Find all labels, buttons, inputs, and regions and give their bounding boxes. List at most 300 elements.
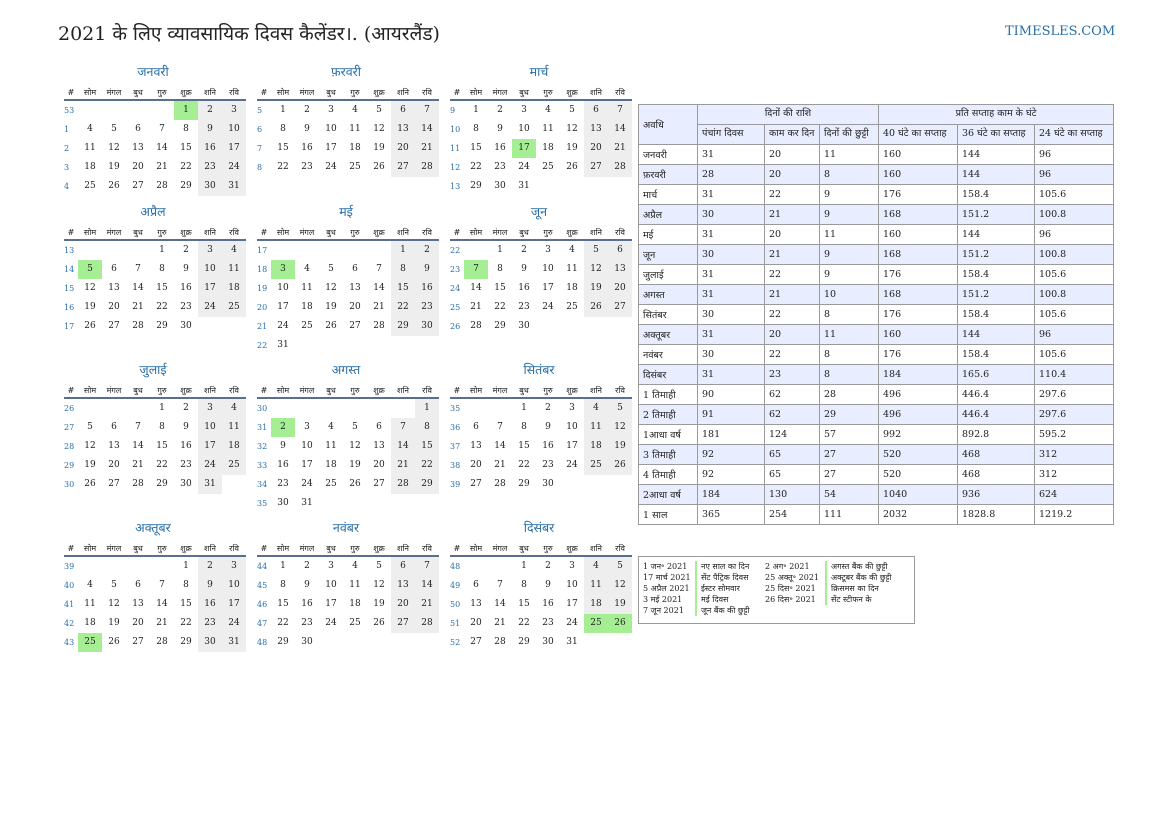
day-cell: 24	[518, 162, 530, 172]
day-cell: 20	[108, 460, 120, 470]
empty-cell	[608, 633, 632, 652]
week-number: 19	[257, 284, 268, 293]
weekday-header: #	[257, 542, 271, 557]
day-cell: 13	[108, 283, 120, 293]
value-cell: 110.4	[1035, 365, 1114, 385]
week-number: 11	[450, 144, 461, 153]
day-cell: 1	[159, 245, 165, 255]
value-cell: 130	[765, 485, 820, 505]
empty-cell	[488, 399, 512, 418]
day-cell: 23	[198, 158, 222, 177]
subheader-days-off: दिनों की छुट्टी	[820, 125, 879, 145]
day-cell: 26	[84, 479, 96, 489]
day-cell: 9	[545, 580, 551, 590]
day-cell: 11	[84, 599, 96, 609]
day-cell: 10	[566, 422, 578, 432]
day-cell: 29	[277, 637, 289, 647]
day-cell: 18	[566, 283, 578, 293]
weekday-header: रवि	[415, 226, 439, 241]
value-cell: 54	[820, 485, 879, 505]
day-cell: 20	[132, 618, 144, 628]
value-cell: 105.6	[1035, 185, 1114, 205]
value-cell: 168	[879, 285, 958, 305]
day-cell: 18	[584, 595, 608, 614]
day-cell: 30	[542, 637, 554, 647]
day-cell: 22	[470, 162, 482, 172]
weekday-header: गुरु	[150, 384, 174, 399]
day-cell: 8	[183, 124, 189, 134]
empty-cell	[488, 557, 512, 576]
day-cell: 2	[271, 418, 295, 437]
day-cell: 10	[198, 260, 222, 279]
day-cell: 25	[584, 456, 608, 475]
weekday-header: रवि	[222, 86, 246, 101]
holiday-legend	[638, 556, 915, 624]
weekday-header: गुरु	[536, 226, 560, 241]
day-cell: 20	[373, 460, 385, 470]
day-cell: 3	[198, 241, 222, 260]
week-number: 46	[257, 600, 268, 609]
day-cell: 3	[328, 105, 334, 115]
week-number: 31	[257, 423, 268, 432]
value-cell: 30	[698, 205, 765, 225]
value-cell: 65	[765, 445, 820, 465]
month-calendar	[255, 64, 437, 177]
value-cell: 8	[820, 305, 879, 325]
day-cell: 24	[222, 614, 246, 633]
month-name: जनवरी	[137, 64, 169, 79]
day-cell: 11	[349, 124, 361, 134]
day-cell: 6	[473, 580, 479, 590]
empty-cell	[464, 241, 488, 260]
month-grid	[64, 384, 244, 494]
weekday-header: रवि	[415, 384, 439, 399]
brand-link[interactable]: TIMESLES.COM	[1005, 24, 1116, 39]
month-calendar	[255, 204, 437, 355]
value-cell: 21	[765, 245, 820, 265]
day-cell: 23	[415, 298, 439, 317]
day-cell: 9	[304, 124, 310, 134]
day-cell: 21	[470, 302, 482, 312]
weekday-header: #	[450, 384, 464, 399]
value-cell: 96	[1035, 165, 1114, 185]
week-number: 50	[450, 600, 461, 609]
value-cell: 27	[820, 445, 879, 465]
weekday-header: शुक्र	[174, 86, 198, 101]
day-cell: 24	[277, 321, 289, 331]
day-cell: 7	[391, 418, 415, 437]
day-cell: 5	[111, 580, 117, 590]
week-number: 26	[450, 322, 461, 331]
weekday-header: बुध	[126, 226, 150, 241]
table-row	[639, 205, 1114, 225]
day-cell: 1	[391, 241, 415, 260]
value-cell: 624	[1035, 485, 1114, 505]
day-cell: 11	[584, 576, 608, 595]
table-row	[639, 245, 1114, 265]
day-cell: 14	[156, 599, 168, 609]
holiday-name: ईस्टर सोमवार	[695, 583, 750, 594]
value-cell: 181	[698, 425, 765, 445]
day-cell: 23	[198, 614, 222, 633]
value-cell: 158.4	[958, 185, 1035, 205]
day-cell: 17	[566, 599, 578, 609]
empty-cell	[367, 336, 391, 355]
week-number: 25	[450, 303, 461, 312]
value-cell: 23	[765, 365, 820, 385]
day-cell: 24	[542, 302, 554, 312]
day-cell: 30	[180, 321, 192, 331]
day-cell: 25	[78, 633, 102, 652]
value-cell: 144	[958, 165, 1035, 185]
day-cell: 13	[132, 599, 144, 609]
weekday-header: मंगल	[295, 542, 319, 557]
value-cell: 10	[820, 285, 879, 305]
week-number: 17	[64, 322, 75, 331]
day-cell: 9	[545, 422, 551, 432]
legend-date-column	[643, 561, 691, 616]
weekday-header: शुक्र	[560, 384, 584, 399]
day-cell: 26	[373, 618, 385, 628]
value-cell: 158.4	[958, 265, 1035, 285]
weekday-header: सोम	[78, 542, 102, 557]
day-cell: 27	[373, 479, 385, 489]
day-cell: 12	[373, 580, 385, 590]
day-cell: 15	[494, 283, 506, 293]
empty-cell	[319, 241, 343, 260]
day-cell: 27	[608, 298, 632, 317]
week-number: 47	[257, 619, 268, 628]
weekday-header: बुध	[512, 226, 536, 241]
week-number: 49	[450, 581, 461, 590]
day-cell: 29	[180, 181, 192, 191]
day-cell: 23	[301, 162, 313, 172]
empty-cell	[295, 336, 319, 355]
week-number: 20	[257, 303, 268, 312]
subheader-36h-week: 36 घंटे का सप्ताह	[958, 125, 1035, 145]
day-cell: 29	[470, 181, 482, 191]
weekday-header: रवि	[222, 542, 246, 557]
value-cell: 8	[820, 165, 879, 185]
day-cell: 12	[566, 124, 578, 134]
day-cell: 8	[159, 422, 165, 432]
legend-name-column	[695, 561, 750, 616]
day-cell: 28	[132, 479, 144, 489]
day-cell: 9	[280, 441, 286, 451]
day-cell: 15	[391, 279, 415, 298]
day-cell: 22	[391, 298, 415, 317]
day-cell: 29	[415, 475, 439, 494]
week-number: 39	[64, 562, 75, 571]
hours-group-header: प्रति सप्ताह काम के घंटे	[879, 105, 1114, 125]
value-cell: 9	[820, 265, 879, 285]
day-cell: 11	[325, 441, 337, 451]
period-cell: फ़रवरी	[639, 165, 698, 185]
day-cell: 28	[494, 637, 506, 647]
weekday-header: बुध	[319, 226, 343, 241]
day-cell: 18	[349, 143, 361, 153]
day-cell: 22	[494, 302, 506, 312]
value-cell: 144	[958, 225, 1035, 245]
day-cell: 25	[542, 162, 554, 172]
subheader-24h-week: 24 घंटे का सप्ताह	[1035, 125, 1114, 145]
value-cell: 8	[820, 345, 879, 365]
day-cell: 6	[111, 422, 117, 432]
weekday-header: शुक्र	[560, 226, 584, 241]
day-cell: 17	[222, 139, 246, 158]
day-cell: 31	[198, 475, 222, 494]
day-cell: 8	[391, 260, 415, 279]
day-cell: 5	[78, 260, 102, 279]
week-number: 43	[64, 638, 75, 647]
day-cell: 10	[542, 264, 554, 274]
weekday-header: सोम	[78, 226, 102, 241]
empty-cell	[391, 633, 415, 652]
day-cell: 18	[222, 279, 246, 298]
day-cell: 8	[159, 264, 165, 274]
value-cell: 184	[698, 485, 765, 505]
value-cell: 22	[765, 185, 820, 205]
table-row	[639, 505, 1114, 525]
week-number: 14	[64, 265, 75, 274]
day-cell: 18	[349, 599, 361, 609]
day-cell: 5	[376, 105, 382, 115]
day-cell: 19	[584, 279, 608, 298]
value-cell: 936	[958, 485, 1035, 505]
day-cell: 25	[325, 479, 337, 489]
value-cell: 468	[958, 465, 1035, 485]
weekday-header: गुरु	[150, 542, 174, 557]
day-cell: 5	[608, 399, 632, 418]
empty-cell	[295, 241, 319, 260]
weekday-header: सोम	[464, 226, 488, 241]
weekday-header: शुक्र	[174, 226, 198, 241]
day-cell: 30	[542, 479, 554, 489]
value-cell: 100.8	[1035, 285, 1114, 305]
period-cell: 2आधा वर्ष	[639, 485, 698, 505]
weekday-header: बुध	[512, 542, 536, 557]
day-cell: 4	[222, 399, 246, 418]
day-cell: 4	[569, 245, 575, 255]
day-cell: 30	[301, 637, 313, 647]
month-grid	[450, 226, 630, 336]
day-cell: 4	[352, 105, 358, 115]
day-cell: 3	[271, 260, 295, 279]
day-cell: 30	[277, 498, 289, 508]
month-calendar	[448, 520, 630, 652]
weekday-header: बुध	[319, 384, 343, 399]
day-cell: 13	[470, 599, 482, 609]
weekday-header: सोम	[271, 542, 295, 557]
day-cell: 14	[470, 283, 482, 293]
value-cell: 105.6	[1035, 345, 1114, 365]
day-cell: 22	[518, 460, 530, 470]
empty-cell	[560, 317, 584, 336]
day-cell: 21	[608, 139, 632, 158]
day-cell: 1	[159, 403, 165, 413]
weekday-header: शनि	[391, 542, 415, 557]
day-cell: 30	[180, 479, 192, 489]
day-cell: 6	[608, 241, 632, 260]
day-cell: 16	[198, 595, 222, 614]
weekday-header: मंगल	[102, 86, 126, 101]
holiday-date: 5 अप्रैल 2021	[643, 584, 690, 593]
week-number: 4	[64, 182, 70, 191]
value-cell: 20	[765, 325, 820, 345]
day-cell: 26	[608, 456, 632, 475]
value-cell: 21	[765, 205, 820, 225]
weekday-header: रवि	[222, 226, 246, 241]
day-cell: 17	[198, 437, 222, 456]
day-cell: 11	[349, 580, 361, 590]
day-cell: 1	[183, 561, 189, 571]
value-cell: 254	[765, 505, 820, 525]
value-cell: 160	[879, 145, 958, 165]
day-cell: 4	[222, 241, 246, 260]
empty-cell	[126, 557, 150, 576]
weekday-header: शनि	[584, 86, 608, 101]
weekday-header: शनि	[198, 226, 222, 241]
value-cell: 1040	[879, 485, 958, 505]
day-cell: 24	[325, 618, 337, 628]
day-cell: 16	[518, 283, 530, 293]
week-number: 32	[257, 442, 268, 451]
day-cell: 13	[470, 441, 482, 451]
weekday-header: शनि	[584, 542, 608, 557]
period-cell: जून	[639, 245, 698, 265]
day-cell: 3	[222, 101, 246, 120]
table-row	[639, 225, 1114, 245]
value-cell: 158.4	[958, 345, 1035, 365]
day-cell: 23	[277, 479, 289, 489]
value-cell: 11	[820, 325, 879, 345]
day-cell: 19	[608, 437, 632, 456]
day-cell: 19	[608, 595, 632, 614]
day-cell: 24	[566, 618, 578, 628]
value-cell: 446.4	[958, 385, 1035, 405]
day-cell: 13	[373, 441, 385, 451]
empty-cell	[295, 399, 319, 418]
week-number: 27	[64, 423, 75, 432]
day-cell: 1	[497, 245, 503, 255]
week-number: 44	[257, 562, 268, 571]
value-cell: 31	[698, 365, 765, 385]
week-number: 13	[64, 246, 75, 255]
value-cell: 11	[820, 145, 879, 165]
weekday-header: गुरु	[150, 226, 174, 241]
day-cell: 10	[325, 124, 337, 134]
day-cell: 22	[518, 618, 530, 628]
week-number: 3	[64, 163, 70, 172]
day-cell: 17	[277, 302, 289, 312]
day-cell: 7	[497, 580, 503, 590]
empty-cell	[536, 177, 560, 196]
month-grid	[450, 86, 630, 196]
day-cell: 27	[132, 181, 144, 191]
day-cell: 16	[415, 279, 439, 298]
day-cell: 20	[132, 162, 144, 172]
table-row	[639, 485, 1114, 505]
empty-cell	[319, 633, 343, 652]
day-cell: 30	[494, 181, 506, 191]
day-cell: 28	[494, 479, 506, 489]
day-cell: 6	[135, 580, 141, 590]
day-cell: 19	[566, 143, 578, 153]
day-cell: 18	[84, 162, 96, 172]
day-cell: 11	[566, 264, 578, 274]
day-cell: 28	[415, 614, 439, 633]
day-cell: 1	[280, 105, 286, 115]
week-number: 24	[450, 284, 461, 293]
period-cell: मार्च	[639, 185, 698, 205]
day-cell: 4	[584, 399, 608, 418]
day-cell: 28	[132, 321, 144, 331]
empty-cell	[319, 399, 343, 418]
holiday-date: 25 अक्तू॰ 2021	[765, 573, 819, 582]
value-cell: 31	[698, 225, 765, 245]
month-grid	[257, 384, 437, 513]
day-cell: 15	[277, 143, 289, 153]
day-cell: 5	[328, 264, 334, 274]
day-cell: 25	[84, 181, 96, 191]
day-cell: 4	[87, 124, 93, 134]
day-cell: 8	[183, 580, 189, 590]
day-cell: 20	[584, 139, 608, 158]
day-cell: 22	[415, 456, 439, 475]
holiday-date: 3 मई 2021	[643, 595, 683, 604]
value-cell: 96	[1035, 325, 1114, 345]
value-cell: 151.2	[958, 205, 1035, 225]
table-row	[639, 265, 1114, 285]
day-cell: 9	[198, 576, 222, 595]
day-cell: 30	[518, 321, 530, 331]
value-cell: 92	[698, 465, 765, 485]
weekday-header: मंगल	[102, 384, 126, 399]
day-cell: 20	[470, 460, 482, 470]
week-number: 40	[64, 581, 75, 590]
period-cell: 2 तिमाही	[639, 405, 698, 425]
day-cell: 2	[415, 241, 439, 260]
month-name: मार्च	[529, 64, 549, 79]
day-cell: 18	[84, 618, 96, 628]
day-cell: 1	[415, 399, 439, 418]
value-cell: 96	[1035, 225, 1114, 245]
month-name: अप्रैल	[140, 204, 166, 219]
weekday-header: सोम	[271, 384, 295, 399]
day-cell: 17	[566, 441, 578, 451]
value-cell: 151.2	[958, 245, 1035, 265]
month-grid	[257, 542, 437, 652]
month-calendar	[62, 520, 244, 652]
day-cell: 3	[304, 422, 310, 432]
day-cell: 2	[545, 561, 551, 571]
day-cell: 24	[301, 479, 313, 489]
week-number: 12	[450, 163, 461, 172]
week-number: 39	[450, 480, 461, 489]
weekday-header: मंगल	[295, 226, 319, 241]
table-row	[639, 385, 1114, 405]
day-cell: 26	[566, 162, 578, 172]
day-cell: 29	[156, 479, 168, 489]
week-number: 48	[257, 638, 268, 647]
week-number: 30	[64, 480, 75, 489]
day-cell: 4	[328, 422, 334, 432]
period-cell: 4 तिमाही	[639, 465, 698, 485]
week-number: 41	[64, 600, 75, 609]
day-cell: 21	[494, 618, 506, 628]
value-cell: 595.2	[1035, 425, 1114, 445]
empty-cell	[150, 557, 174, 576]
